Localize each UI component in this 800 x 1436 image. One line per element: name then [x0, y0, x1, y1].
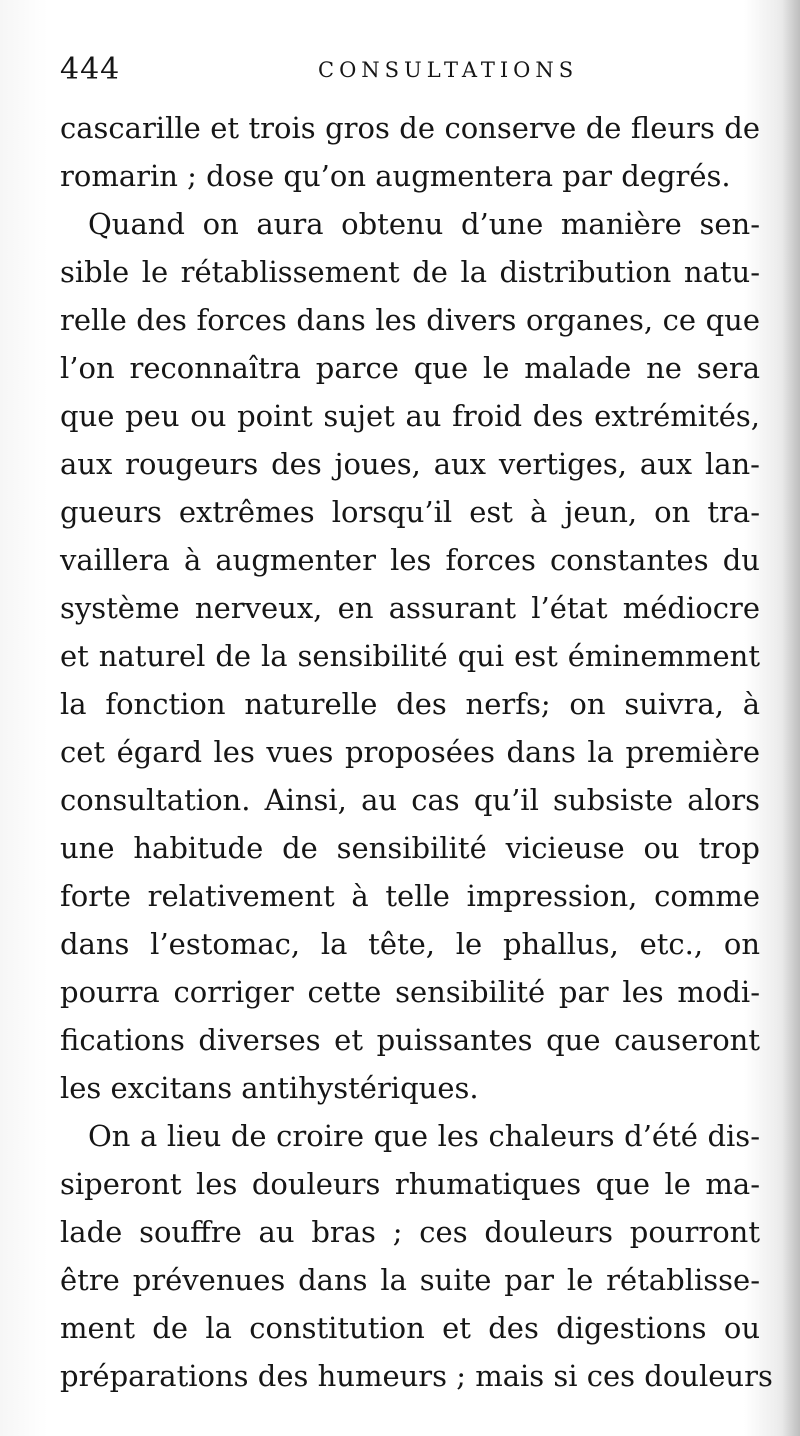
text-line: ment de la constitution et des digestions ou [60, 1311, 760, 1345]
page-header [60, 48, 760, 92]
text-line: Quand on aura obtenu d’une manière sen- [88, 207, 760, 241]
text-line: une habitude de sensibilité vicieuse ou trop [60, 831, 760, 865]
text-line: consultation. Ainsi, au cas qu’il subsiste alors [60, 783, 760, 817]
text-line: sible le rétablissement de la distribution natu- [60, 255, 760, 289]
text-line: et naturel de la sensibilité qui est éminemment [60, 639, 760, 673]
text-line: lade souffre au bras ; ces douleurs pourront [60, 1215, 760, 1249]
text-line: système nerveux, en assurant l’état médiocre [60, 591, 760, 625]
text-line: vaillera à augmenter les forces constantes du [60, 543, 760, 577]
text-line: forte relativement à telle impression, comme [60, 879, 760, 913]
text-line: aux rougeurs des joues, aux vertiges, aux lan- [60, 447, 760, 481]
text-line: être prévenues dans la suite par le rétablisse- [60, 1263, 760, 1297]
text-line: gueurs extrêmes lorsqu’il est à jeun, on tra- [60, 495, 760, 529]
text-line: On a lieu de croire que les chaleurs d’été dis- [88, 1119, 760, 1153]
running-head: CONSULTATIONS [318, 58, 579, 82]
text-line: romarin ; dose qu’on augmentera par degrés. [60, 159, 731, 193]
text-line: fications diverses et puissantes que causeront [60, 1023, 760, 1057]
text-line: préparations des humeurs ; mais si ces douleurs [60, 1359, 773, 1393]
page-gutter-shadow [782, 0, 800, 1436]
text-line: cet égard les vues proposées dans la première [60, 735, 760, 769]
text-line: siperont les douleurs rhumatiques que le ma- [60, 1167, 760, 1201]
text-line: que peu ou point sujet au froid des extrémités, [60, 399, 760, 433]
page-number: 444 [60, 52, 121, 87]
text-line: la fonction naturelle des nerfs; on suivra, à [60, 687, 760, 721]
text-line: relle des forces dans les divers organes, ce que [60, 303, 760, 337]
text-line: pourra corriger cette sensibilité par les modi- [60, 975, 760, 1009]
text-line: les excitans antihystériques. [60, 1071, 479, 1105]
body-text [60, 104, 773, 1400]
text-line: l’on reconnaîtra parce que le malade ne sera [60, 351, 760, 385]
text-line: dans l’estomac, la tête, le phallus, etc., on [60, 927, 760, 961]
text-line: cascarille et trois gros de conserve de fleurs de [60, 111, 760, 145]
